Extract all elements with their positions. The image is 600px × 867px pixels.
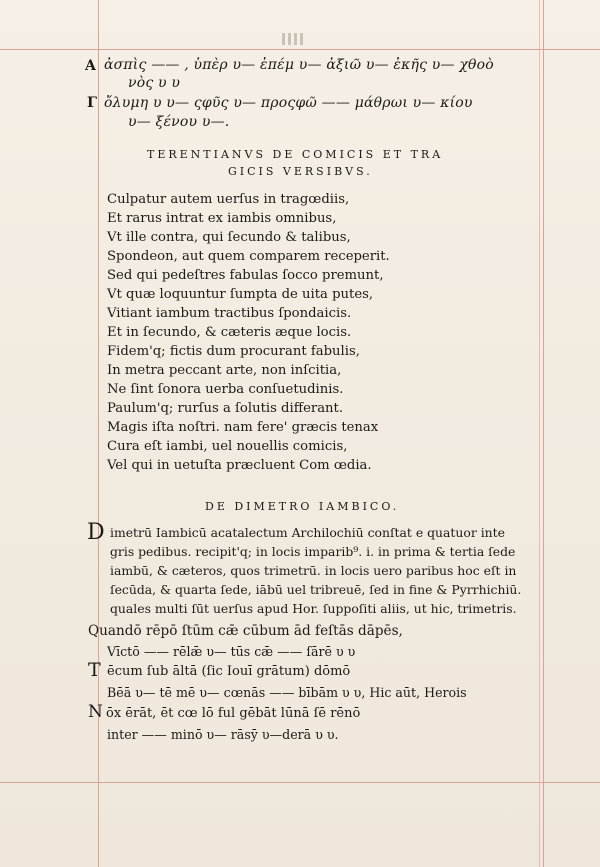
verse-line: Vel qui in uetuſta præcluent Com œdia. — [107, 458, 372, 473]
scansion-line: inter —— minō υ— rāsȳ υ—derā υ υ. — [107, 727, 339, 742]
greek-line-1: ἀσπὶς —— , ὑπὲρ υ— ἐπέμ υ— ἀξιῶ υ— ἐκῆς υ— χθοὸ — [104, 57, 494, 73]
verse-line: Vt quæ loquuntur ſumpta de uita putes, — [107, 287, 374, 302]
verse-line: Et rarus intrat ex iambis omnibus, — [107, 211, 337, 226]
verse-line: Vitiant iambum tractibus ſpondaicis. — [107, 306, 352, 321]
prose-line: imetrū Iambicū acatalectum Archilochiū conſtat e quatuor inte — [110, 525, 505, 540]
scansion-line: ōx ērāt, ēt cœ lō ful gēbāt lūnā ſē rēnō — [106, 706, 361, 721]
scansion-line: ēcum ſub āltā (ſic Iouī grātum) dōmō — [107, 664, 351, 679]
greek-line-4: υ— ξένου υ—. — [128, 114, 230, 130]
prose-line: ſecūda, & quarta ſede, iābū uel tribreuē, ſed in fine & Pyrrhichiū. — [110, 582, 522, 597]
drop-initial-d: D — [87, 520, 105, 545]
verse-line: Culpatur autem uerſus in tragœdiis, — [107, 192, 350, 207]
ruled-line — [539, 0, 540, 867]
ruled-line — [0, 49, 600, 50]
drop-initial-t: T — [88, 659, 101, 681]
prose-line: gris pedibus. recipit'q; in locis imparib⁹. i. in prima & tertia ſede — [110, 544, 516, 559]
scansion-line: Quandō rēpō ſtūm cǣ cūbum ād feſtās dāpēs, — [88, 623, 403, 639]
verse-line: Cura eſt iambi, uel nouellis comicis, — [107, 439, 348, 454]
verse-line: Magis iſta noſtri. nam fere' græcis tenax — [107, 420, 379, 435]
section-heading-1-line-2: GICIS VERSIBVS. — [228, 165, 373, 178]
prose-line: quales multi ſūt uerſus apud Hor. ſuppoſiti aliis, ut hic, trimetris. — [110, 601, 517, 616]
verse-line: Ne ſint ſonora uerba conſuetudinis. — [107, 382, 344, 397]
verse-line: Sed qui pedeſtres fabulas ſocco premunt, — [107, 268, 384, 283]
ruled-line — [543, 0, 544, 867]
verse-line: Spondeon, aut quem comparem receperit. — [107, 249, 390, 264]
greek-line-3: ὄλυμη υ υ— ςφῦς υ— προςφῶ —— μάθρωι υ— κίου — [104, 95, 473, 111]
scansion-line: Bēā υ— tē mē υ— cœnās —— bībām υ υ, Hic aūt, Herois — [107, 685, 467, 700]
scansion-line: Vīctō —— rēlǣ υ— tūs cǣ —— ſārē υ υ — [107, 644, 356, 659]
verse-line: Vt ille contra, qui ſecundo & talibus, — [107, 230, 351, 245]
section-heading-1-line-1: TERENTIANVS DE COMICIS ET TRA — [147, 148, 444, 161]
marginal-marker-b: Γ — [87, 95, 97, 111]
verse-line: Et in ſecundo, & cæteris æque locis. — [107, 325, 352, 340]
verse-line: In metra peccant arte, non inſcitia, — [107, 363, 342, 378]
greek-line-2: νὸς υ υ — [128, 75, 181, 91]
section-heading-2: DE DIMETRO IAMBICO. — [205, 500, 400, 513]
folio-mark — [282, 30, 318, 42]
drop-initial-n: N — [88, 702, 103, 722]
ruled-line — [98, 0, 99, 867]
verse-line: Paulum'q; rurſus a ſolutis differant. — [107, 401, 344, 416]
verse-line: Fidem'q; fictis dum procurant fabulis, — [107, 344, 360, 359]
prose-line: iambū, & cæteros, quos trimetrū. in locis uero paribus hoc eſt in — [110, 563, 517, 578]
marginal-marker-a: A — [85, 58, 96, 74]
ruled-line — [0, 782, 600, 783]
